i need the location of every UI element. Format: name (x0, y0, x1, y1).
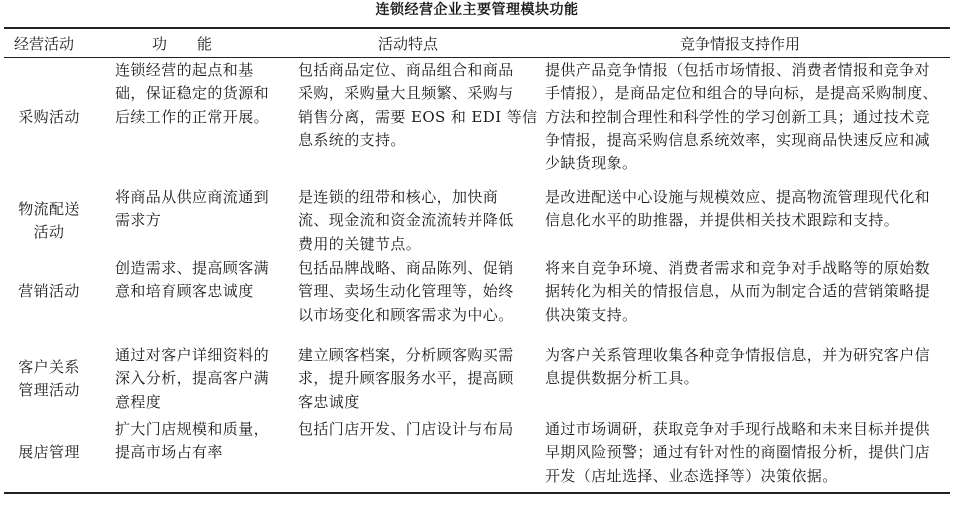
cell-text-line: 是连锁的纽带和核心，加快商 (298, 188, 499, 206)
cell-text-line: 深入分析，提高客户满 (115, 369, 270, 388)
cell-text-line: 意程度 (115, 392, 162, 411)
features-cell (298, 59, 538, 152)
role-cell (545, 418, 930, 488)
top-rule (4, 27, 950, 29)
cell-text-line: 将商品从供应商流通到 (115, 188, 270, 206)
cell-text-line: 提供产品竞争情报（包括市场情报、消费者情报和竞争对 (545, 61, 931, 79)
cell-text-line: 早期风险预警；通过有针对性的商圈情报分析，提供门店 (545, 443, 931, 462)
role-cell (545, 59, 938, 175)
header-activity: 经营活动 (14, 35, 75, 53)
header-features: 活动特点 (378, 35, 439, 53)
cell-text-line: 少缺货现象。 (545, 154, 638, 173)
features-cell (298, 344, 514, 414)
features-cell (298, 418, 514, 441)
cell-text-line: 息系统的支持。 (298, 130, 406, 149)
cell-text-line: 据转化为相关的情报信息，从而为制定合适的营销策略提 (545, 282, 931, 301)
cell-text-line: 争情报，提高采购信息系统效率，实现商品快速反应和减 (545, 130, 931, 149)
activity-label (8, 441, 90, 464)
cell-text-line: 客忠诚度 (298, 392, 360, 411)
cell-text-line: 通过对客户详细资料的 (115, 346, 270, 364)
header-rule (4, 57, 950, 58)
cell-text-line: 供决策支持。 (545, 305, 638, 324)
cell-text-line: 包括品牌战略、商品陈列、促销 (298, 259, 514, 277)
cell-text-line: 连锁经营的起点和基 (115, 61, 254, 79)
cell-text-line: 建立顾客档案，分析顾客购买需 (298, 346, 514, 364)
role-cell (545, 257, 930, 327)
activity-label-line: 管理活动 (18, 380, 80, 399)
role-cell (545, 186, 930, 233)
function-cell (115, 59, 269, 129)
cell-text-line: 手情报），是商品定位和组合的导向标，是提高采购制度、 (545, 84, 938, 103)
cell-text-line: 信息化水平的助推器，并提供相关技术跟踪和支持。 (545, 211, 900, 230)
cell-text-line: 方法和控制合理性和科学性的学习创新工具；通过技术竞 (545, 107, 931, 126)
bottom-rule (4, 492, 950, 494)
cell-text-line: 销售分离，需要 EOS 和 EDI 等信 (298, 107, 538, 126)
function-cell (115, 186, 269, 233)
cell-text-line: 后续工作的正常开展。 (115, 107, 270, 126)
activity-label (8, 280, 90, 303)
cell-text-line: 需求方 (115, 211, 162, 230)
activity-label-line: 活动 (33, 222, 65, 241)
header-function: 功 能 (152, 35, 213, 53)
cell-text-line: 以市场变化和顾客需求为中心。 (298, 305, 514, 324)
header-role: 竞争情报支持作用 (680, 35, 801, 53)
activity-label-line: 客户关系 (18, 357, 80, 376)
activity-label (8, 198, 90, 244)
activity-label-line: 展店管理 (18, 443, 80, 462)
cell-text-line: 息提供数据分析工具。 (545, 369, 700, 388)
cell-text-line: 包括门店开发、门店设计与布局 (298, 420, 514, 438)
cell-text-line: 创造需求、提高顾客满 (115, 259, 270, 277)
cell-text-line: 将来自竞争环境、消费者需求和竞争对手战略等的原始数 (545, 259, 931, 277)
cell-text-line: 采购，采购量大且频繁、采购与 (298, 84, 514, 103)
cell-text-line: 提高市场占有率 (115, 443, 223, 462)
activity-label-line: 营销活动 (18, 282, 80, 301)
cell-text-line: 是改进配送中心设施与规模效应、提高物流管理现代化和 (545, 188, 931, 206)
cell-text-line: 包括商品定位、商品组合和商品 (298, 61, 514, 79)
features-cell (298, 257, 514, 327)
activity-label-line: 采购活动 (18, 107, 80, 126)
table-title: 连锁经营企业主要管理模块功能 (375, 2, 579, 18)
cell-text-line: 为客户关系管理收集各种竞争情报信息，并为研究客户信 (545, 346, 931, 364)
function-cell (115, 418, 269, 465)
cell-text-line: 管理、卖场生动化管理等，始终 (298, 282, 514, 301)
features-cell (298, 186, 514, 256)
cell-text-line: 扩大门店规模和质量， (115, 420, 270, 438)
cell-text-line: 流、现金流和资金流流转并降低 (298, 211, 514, 230)
cell-text-line: 开发（店址选择、业态选择等）决策依据。 (545, 466, 838, 485)
cell-text-line: 求，提升顾客服务水平，提高顾 (298, 369, 514, 388)
cell-text-line: 础，保证稳定的货源和 (115, 84, 270, 103)
cell-text-line: 意和培育顾客忠诚度 (115, 282, 254, 301)
activity-label (8, 356, 90, 402)
activity-label-line: 物流配送 (18, 199, 80, 218)
cell-text-line: 通过市场调研，获取竞争对手现行战略和未来目标并提供 (545, 420, 931, 438)
activity-label (8, 106, 90, 129)
function-cell (115, 344, 269, 414)
cell-text-line: 费用的关键节点。 (298, 234, 422, 253)
role-cell (545, 344, 930, 391)
function-cell (115, 257, 269, 304)
